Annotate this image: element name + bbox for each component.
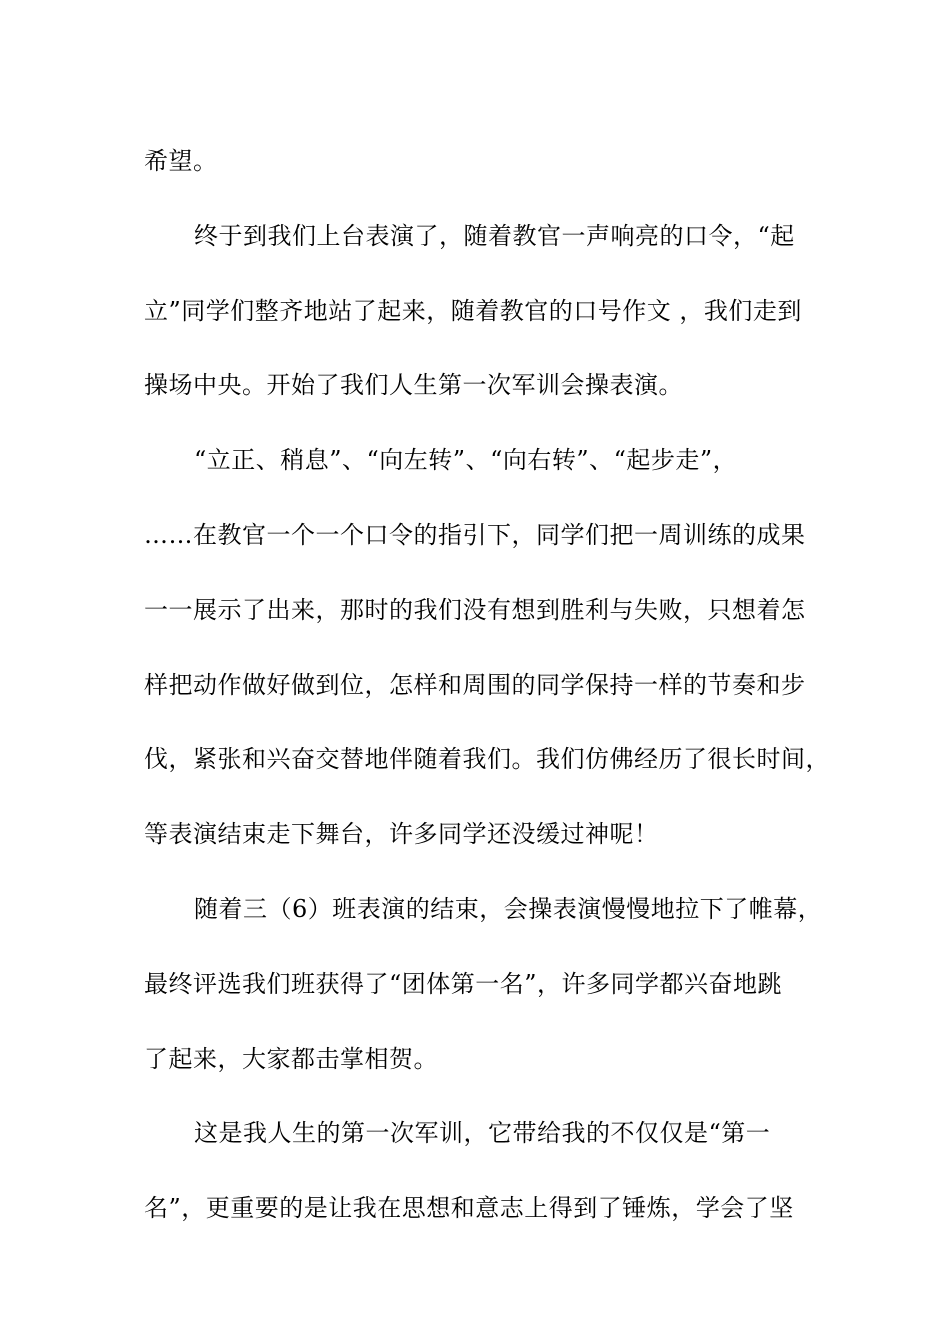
- text-line: 最终评选我们班获得了“团体第一名”，许多同学都兴奋地跳: [144, 969, 783, 998]
- text-line: ……在教官一个一个口令的指引下，同学们把一周训练的成果: [144, 520, 806, 549]
- text-line: 了起来，大家都击掌相贺。: [144, 1044, 438, 1073]
- text-line: 希望。: [144, 147, 218, 175]
- text-line: 样把动作做好做到位，怎样和周围的同学保持一样的节奏和步: [144, 670, 806, 699]
- text-line: 等表演结束走下舞台，许多同学还没缓过神呢！: [144, 820, 659, 849]
- text-line: 立”同学们整齐地站了起来，随着教官的口号作文 ，我们走到: [144, 296, 802, 325]
- text-line: 操场中央。开始了我们人生第一次军训会操表演。: [144, 371, 683, 400]
- text-line: “立正、稍息”、“向左转”、“向右转”、“起步走”，: [194, 446, 738, 475]
- text-line: 终于到我们上台表演了，随着教官一声响亮的口令，“起: [194, 221, 795, 250]
- text-line: 一一展示了出来，那时的我们没有想到胜利与失败，只想着怎: [144, 595, 806, 624]
- text-line: 随着三（6）班表演的结束，会操表演慢慢地拉下了帷幕，: [194, 894, 823, 923]
- text-line: 这是我人生的第一次军训，它带给我的不仅仅是“第一: [194, 1119, 771, 1148]
- text-line: 伐，紧张和兴奋交替地伴随着我们。我们仿佛经历了很长时间，: [144, 745, 830, 774]
- essay-body: [144, 124, 834, 1246]
- text-line: 名”，更重要的是让我在思想和意志上得到了锤炼，学会了坚: [144, 1194, 794, 1223]
